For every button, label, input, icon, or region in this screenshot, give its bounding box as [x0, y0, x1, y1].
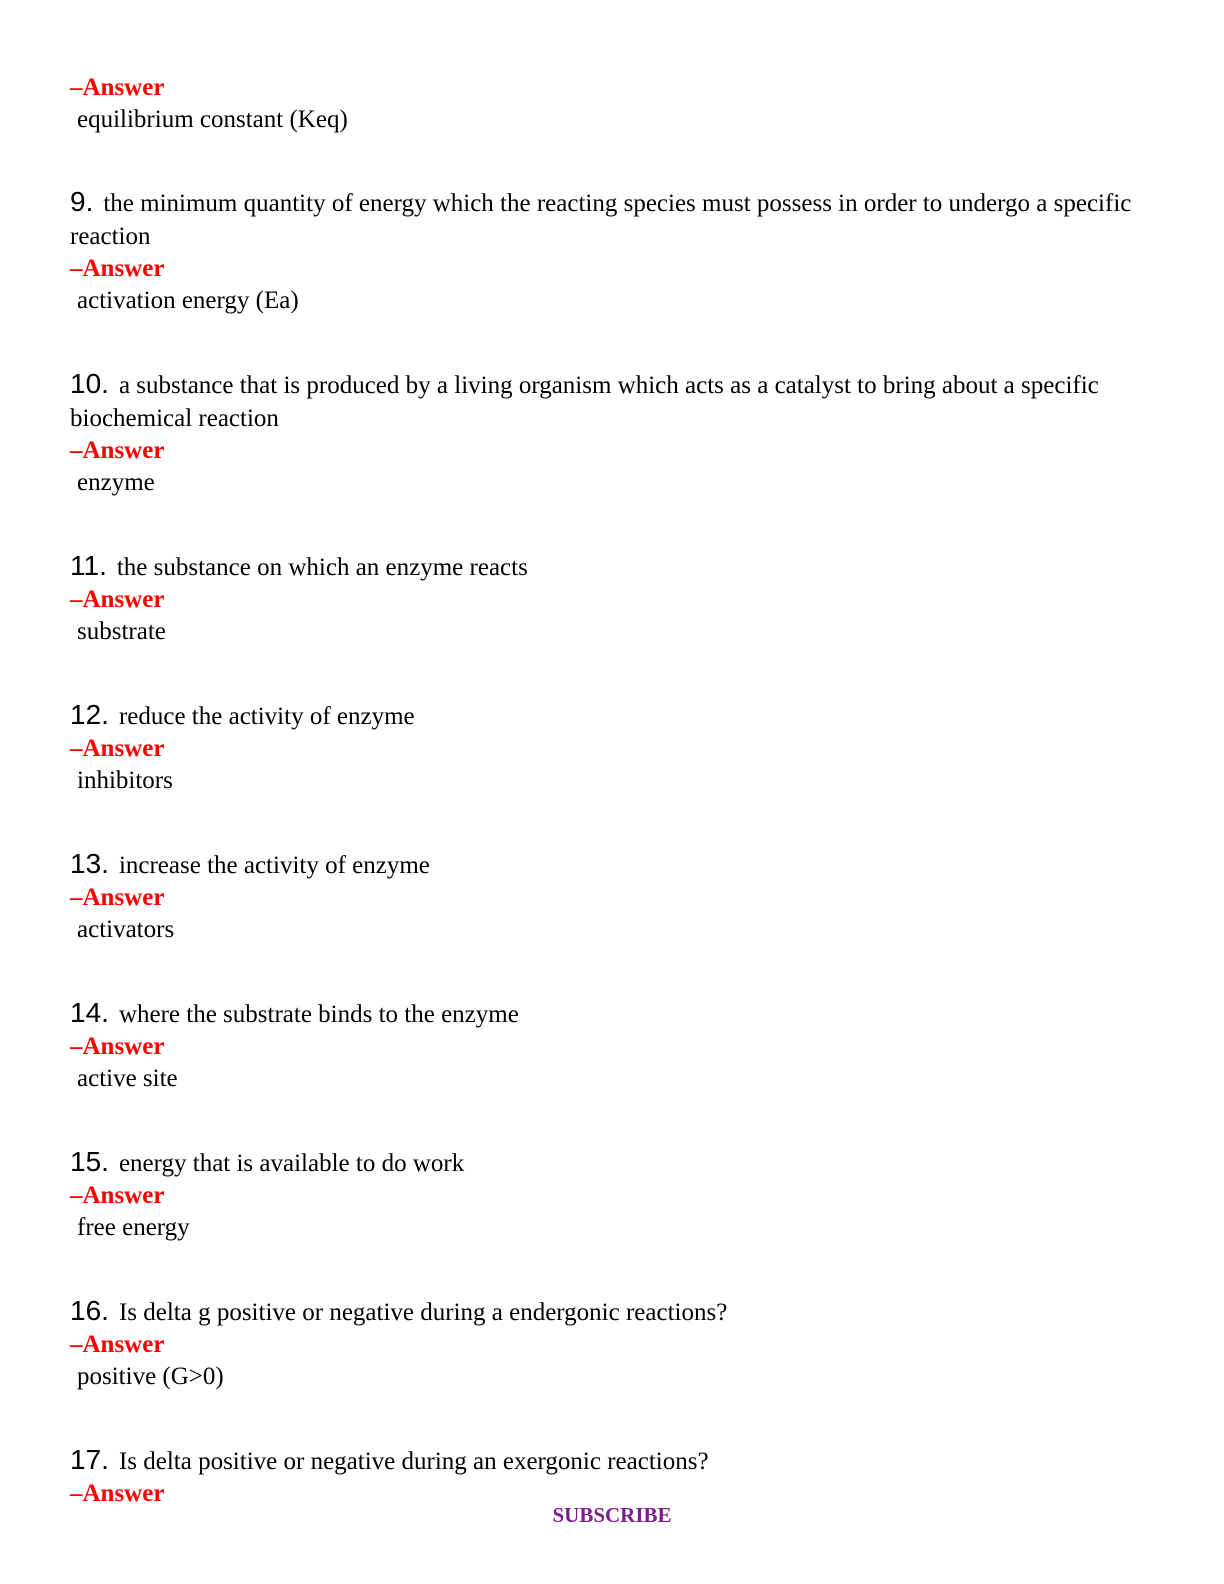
qa-item-9	[70, 185, 1160, 317]
qa-item-13	[70, 847, 1160, 946]
answer-text: substrate	[77, 618, 166, 645]
subscribe-link[interactable]: SUBSCRIBE	[552, 1503, 672, 1527]
question-body: Is delta positive or negative during an exergonic reactions?	[118, 1448, 709, 1475]
question-number: 10.	[70, 368, 109, 399]
question-text	[70, 1145, 1160, 1180]
question-text	[70, 698, 1160, 733]
answer-label: –Answer	[70, 884, 165, 911]
answer-text: positive (G>0)	[77, 1363, 224, 1390]
question-number: 12.	[70, 699, 109, 730]
question-body: the minimum quantity of energy which the reacting species must possess in order to undergo a specific reaction	[70, 190, 1132, 250]
question-text	[70, 367, 1160, 435]
question-text	[70, 185, 1160, 253]
question-number: 15.	[70, 1146, 109, 1177]
question-text	[70, 996, 1160, 1031]
question-number: 11.	[70, 550, 107, 581]
question-body: increase the activity of enzyme	[118, 852, 430, 879]
qa-item-10	[70, 367, 1160, 499]
answer-label: –Answer	[70, 437, 165, 464]
question-number: 17.	[70, 1444, 109, 1475]
qa-item-12	[70, 698, 1160, 797]
qa-item-14	[70, 996, 1160, 1095]
question-number: 13.	[70, 848, 109, 879]
answer-text: free energy	[77, 1214, 190, 1241]
answer-label: –Answer	[70, 1331, 165, 1358]
qa-item-15	[70, 1145, 1160, 1244]
qa-item-16	[70, 1294, 1160, 1393]
answer-label: –Answer	[70, 735, 165, 762]
question-body: reduce the activity of enzyme	[118, 703, 415, 730]
question-text	[70, 549, 1160, 584]
qa-item-17	[70, 1443, 1160, 1510]
answer-text: active site	[77, 1065, 178, 1092]
answer-label: –Answer	[70, 1182, 165, 1209]
answer-label: –Answer	[70, 74, 165, 101]
question-body: energy that is available to do work	[118, 1150, 465, 1177]
answer-label: –Answer	[70, 255, 165, 282]
question-body: where the substrate binds to the enzyme	[118, 1001, 519, 1028]
qa-item-11	[70, 549, 1160, 648]
answer-text: activators	[77, 916, 175, 943]
answer-text: enzyme	[77, 469, 155, 496]
question-text	[70, 1443, 1160, 1478]
answer-text: inhibitors	[77, 767, 173, 794]
question-body: a substance that is produced by a living organism which acts as a catalyst to bring about a specific biochemical reaction	[70, 372, 1099, 432]
answer-text: activation energy (Ea)	[77, 287, 299, 314]
question-number: 14.	[70, 997, 109, 1028]
answer-block-8	[70, 72, 1160, 136]
question-body: the substance on which an enzyme reacts	[116, 554, 528, 581]
question-number: 9.	[70, 186, 94, 217]
question-text	[70, 1294, 1160, 1329]
answer-label: –Answer	[70, 1033, 165, 1060]
answer-label: –Answer	[70, 1480, 165, 1507]
document-page	[70, 72, 1160, 1560]
question-body: Is delta g positive or negative during a endergonic reactions?	[118, 1299, 728, 1326]
answer-label: –Answer	[70, 586, 165, 613]
question-text	[70, 847, 1160, 882]
question-number: 16.	[70, 1295, 109, 1326]
answer-text: equilibrium constant (Keq)	[77, 106, 348, 133]
